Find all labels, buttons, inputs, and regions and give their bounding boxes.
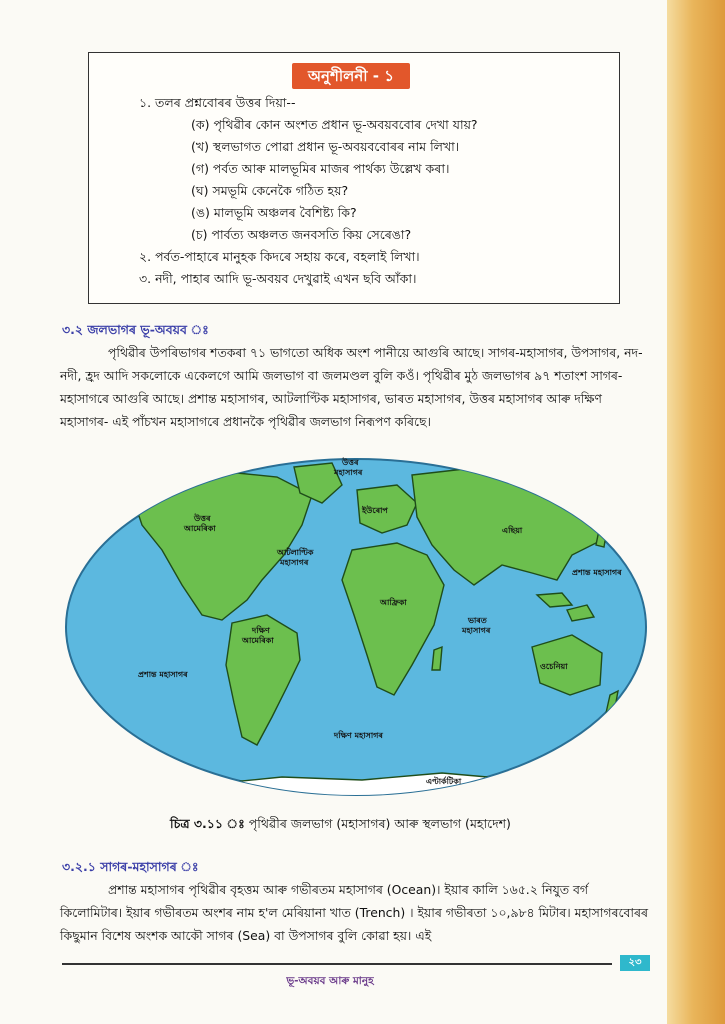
label-southern: দক্ষিণ মহাসাগৰ (334, 731, 383, 740)
subsection-paragraph: প্ৰশান্ত মহাসাগৰ পৃথিৱীৰ বৃহত্তম আৰু গভীৰতম মহাসাগৰ (Ocean)। ইয়াৰ কালি ১৬৫.২ নিযুত বৰ্গ কিলোমিটাৰ। ইয়াৰ গভীৰতম অংশৰ নাম হ'ল মেৰিয়ানা খাত (Trench) । ইয়াৰ গভীৰতা ১০,৯৮৪ মিটাৰ। মহাসাগৰবোৰৰ কিছুমান বিশেষ অংশক আকৌ সাগৰ (Sea) বা উপসাগৰ বুলি কোৱা হয়। এই (60, 882, 648, 943)
label-europe: ইউৰোপ (362, 506, 388, 515)
caption-text: পৃথিৱীৰ জলভাগ (মহাসাগৰ) আৰু স্থলভাগ (মহাদেশ) (244, 816, 511, 831)
caption-number: চিত্ৰ ৩.১১ ঃ (170, 816, 245, 831)
subsection-heading: ৩.২.১ সাগৰ-মহাসাগৰ ঃ (62, 859, 199, 874)
section-paragraph: পৃথিৱীৰ উপৰিভাগৰ শতকৰা ৭১ ভাগতো অধিক অংশ পানীয়ে আগুৰি আছে। সাগৰ-মহাসাগৰ, উপসাগৰ, নদ-নদী, হ্ৰদ আদি সকলোকে একেলগে আমি জলভাগ বা জলমণ্ডল বুলি কওঁ। পৃথিৱীৰ মুঠ জলভাগৰ ৯৭ শতাংশ সাগৰ-মহাসাগৰে আগুৰি আছে। প্ৰশান্ত মহাসাগৰ, আটলাণ্টিক মহাসাগৰ, ভাৰত মহাসাগৰ, উত্তৰ মহাসাগৰ আৰু দক্ষিণ মহাসাগৰ- এই পাঁচখন মহাসাগৰে প্ৰধানকৈ পৃথিৱীৰ জলভাগ নিৰূপণ কৰিছে। (60, 345, 643, 429)
label-indian: ভাৰত মহাসাগৰ (462, 616, 491, 635)
label-asia: এছিয়া (502, 526, 523, 535)
exercise-subquestion: (চ) পাৰ্বত্য অঞ্চলত জনবসতি কিয় সেৰেঙা? (191, 227, 412, 242)
label-south-america: দক্ষিণ আমেৰিকা (242, 626, 274, 645)
section-heading: ৩.২ জলভাগৰ ভূ-অবয়ব ঃ (62, 322, 209, 337)
exercise-subquestion: (গ) পৰ্বত আৰু মালভূমিৰ মাজৰ পাৰ্থক্য উল্লেখ কৰা। (191, 161, 450, 176)
exercise-question-2: ২. পৰ্বত-পাহাৰে মানুহক কিদৰে সহায় কৰে, বহলাই লিখা। (139, 249, 420, 264)
label-atlantic: আটলাণ্টিক মহাসাগৰ (277, 548, 314, 567)
label-pacific-east: প্ৰশান্ত মহাসাগৰ (572, 568, 622, 577)
exercise-question-3: ৩. নদী, পাহাৰ আদি ভূ-অবয়ব দেখুৱাই এখন ছবি আঁকা। (139, 271, 417, 286)
page-edge (667, 0, 725, 1024)
exercise-box (88, 52, 620, 304)
world-map (62, 455, 650, 803)
footer-divider (62, 963, 612, 965)
madagascar-shape (432, 647, 442, 670)
exercise-question-1: ১. তলৰ প্ৰশ্নবোৰৰ উত্তৰ দিয়া-- (139, 95, 296, 110)
exercise-subquestion: (ঘ) সমভূমি কেনেকৈ গঠিত হয়? (191, 183, 349, 198)
label-pacific-west: প্ৰশান্ত মহাসাগৰ (138, 670, 188, 679)
figure-caption (170, 816, 511, 836)
label-africa: আফ্ৰিকা (380, 598, 407, 607)
label-north-america: উত্তৰ আমেৰিকা (184, 514, 216, 533)
label-antarctica: এণ্টাৰ্কটিকা (426, 777, 462, 786)
page-number: ২৩ (620, 955, 650, 971)
exercise-subquestion: (খ) স্থলভাগত পোৱা প্ৰধান ভূ-অবয়ববোৰৰ নাম লিখা। (191, 139, 460, 154)
exercise-subquestion: (ক) পৃথিৱীৰ কোন অংশত প্ৰধান ভূ-অবয়ববোৰ দেখা যায়? (191, 117, 478, 132)
footer-chapter-title: ভূ-অবয়ব আৰু মানুহ (286, 975, 374, 987)
exercise-title: অনুশীলনী - ১ (292, 63, 410, 89)
label-oceania: ওচেনিয়া (540, 662, 568, 671)
label-north-ocean: উত্তৰ মহাসাগৰ (334, 458, 363, 477)
exercise-subquestion: (ঙ) মালভূমি অঞ্চলৰ বৈশিষ্ট্য কি? (191, 205, 357, 220)
